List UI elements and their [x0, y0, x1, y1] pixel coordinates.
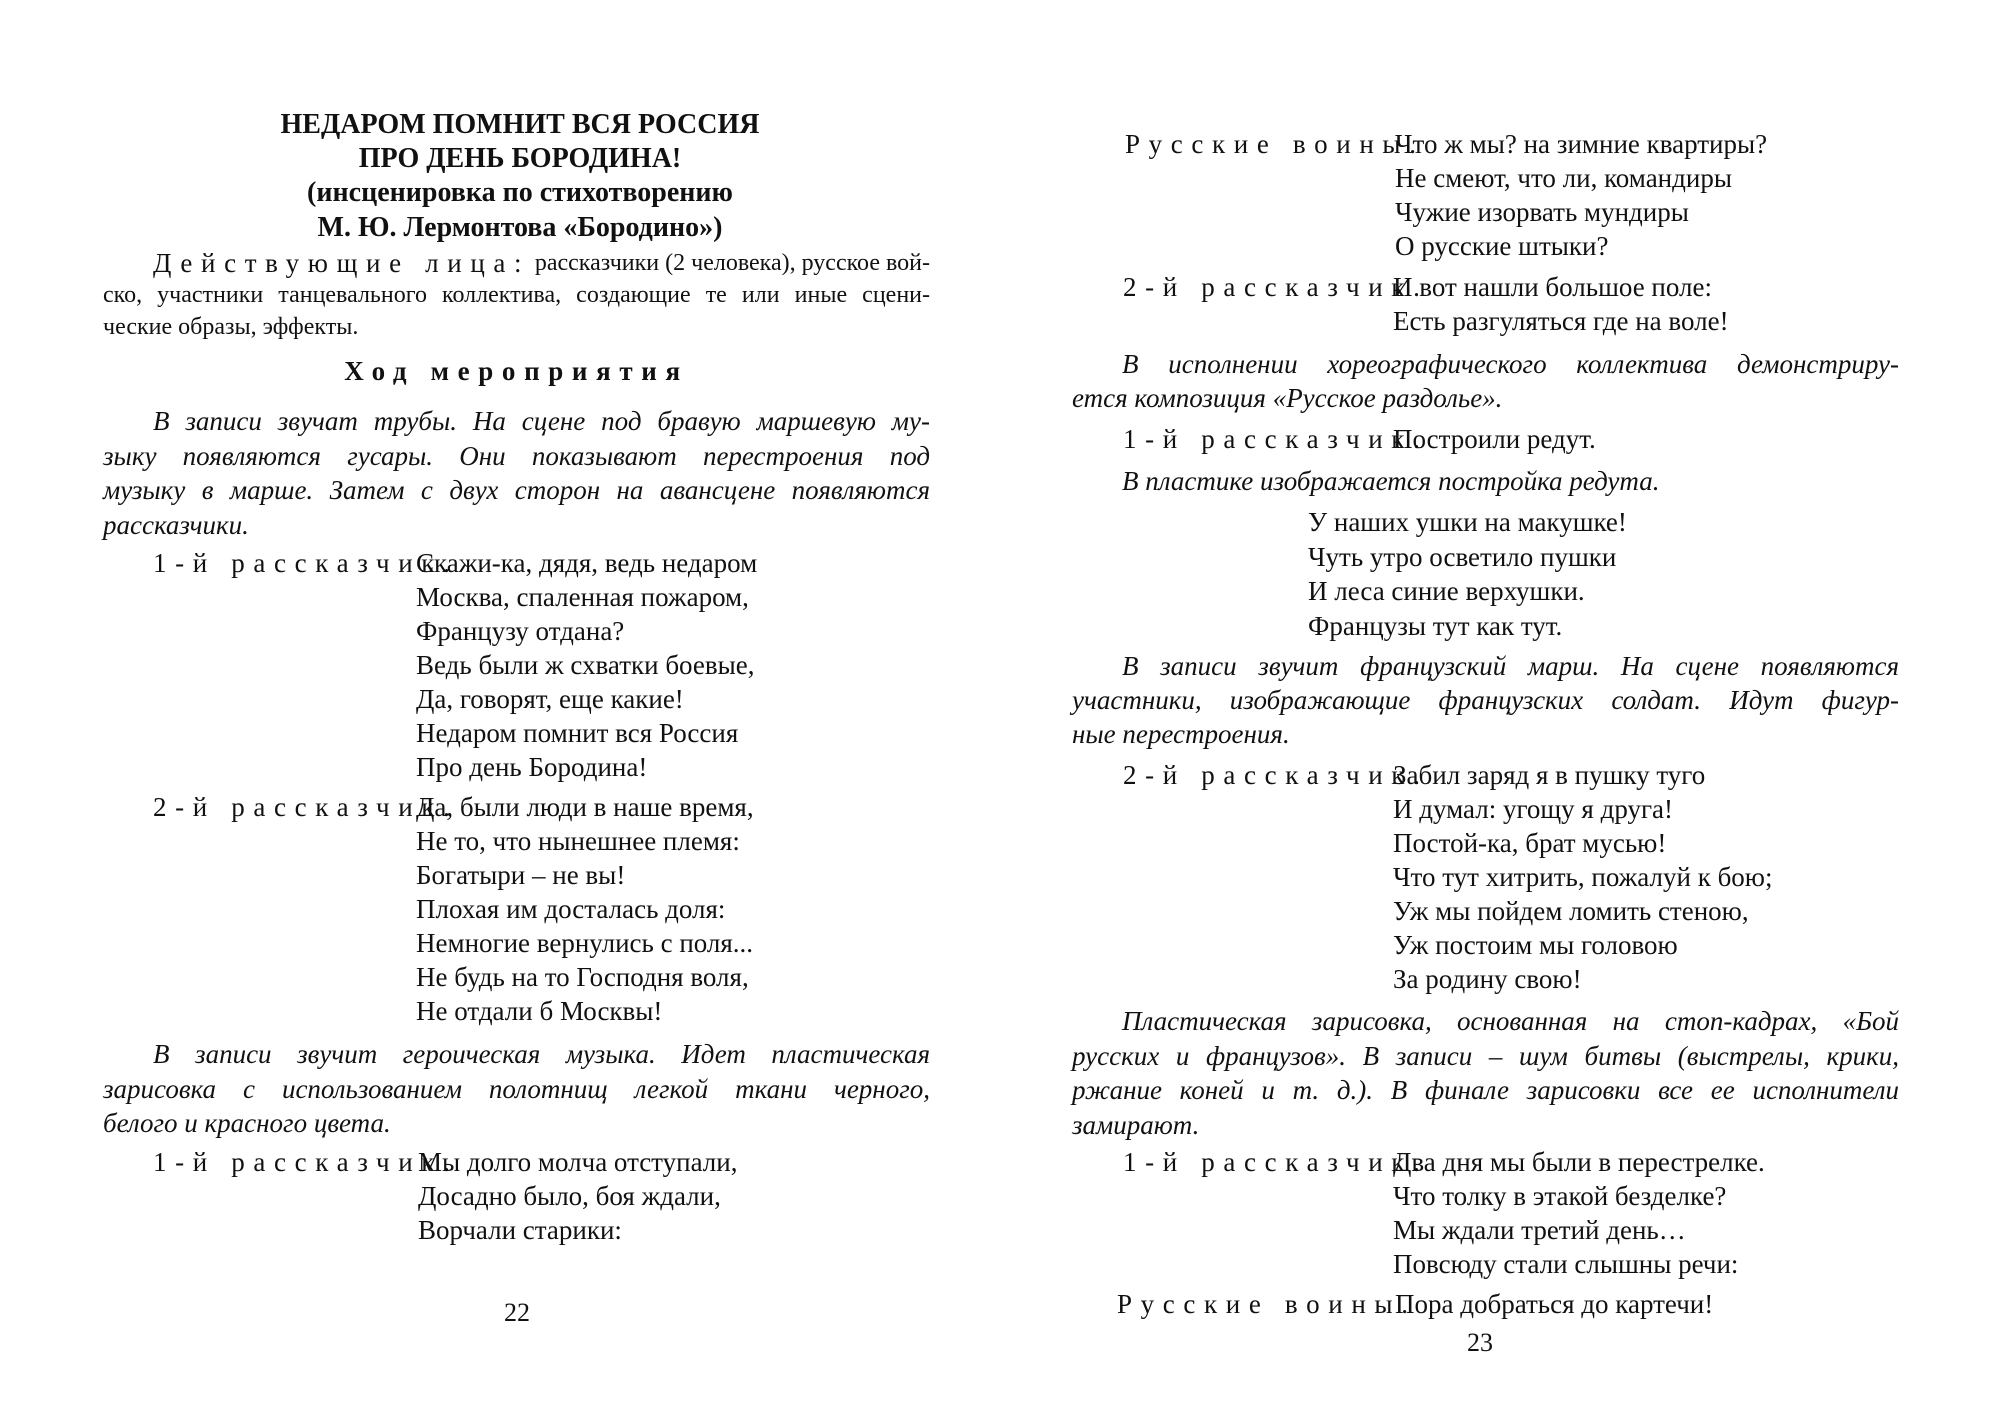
speaker-label: 2-й рассказчик. — [1123, 272, 1429, 302]
verse-line: Плохая им досталась доля: — [416, 894, 726, 924]
cast-text: рассказчики (2 человека), русское вой- — [534, 250, 930, 276]
verse-line: Да, говорят, еще какие! — [416, 684, 684, 714]
right-page — [1000, 0, 2000, 1424]
cast-label: Действующие лица: — [153, 248, 531, 278]
verse-line: Недаром помнит вся Россия — [416, 718, 739, 748]
title-line: М. Ю. Лермонтова «Бородино») — [317, 212, 723, 243]
verse-line: Не отдали б Москвы! — [416, 996, 663, 1026]
verse-line: Что тут хитрить, пожалуй к бою; — [1393, 862, 1773, 892]
verse-line: Не будь на то Господня воля, — [416, 962, 749, 992]
stage-direction-line: В исполнении хореографического коллектива демонстриру- — [1122, 349, 1899, 379]
stage-direction-line: ржание коней и т. д.). В финале зарисовки все ее исполнители — [1072, 1075, 1899, 1105]
title-line: ПРО ДЕНЬ БОРОДИНА! — [358, 143, 682, 174]
verse-line: Построили редут. — [1393, 424, 1596, 454]
verse-line: Богатыри – не вы! — [416, 860, 626, 890]
verse-line: Скажи-ка, дядя, ведь недаром — [416, 548, 758, 578]
verse-line: Два дня мы были в перестрелке. — [1393, 1147, 1765, 1177]
verse-line: Мы ждали третий день… — [1393, 1215, 1686, 1245]
stage-direction-line: замирают. — [1072, 1109, 1200, 1140]
verse-line: У наших ушки на макушке! — [1308, 507, 1627, 537]
stage-direction-line: Пластическая зарисовка, основанная на стоп-кадрах, «Бой — [1122, 1006, 1899, 1036]
stage-direction-line: В записи звучат трубы. На сцене под бравую маршевую му- — [153, 406, 930, 436]
verse-line: Ворчали старики: — [418, 1215, 622, 1245]
stage-direction-line: ные перестроения. — [1072, 719, 1290, 749]
stage-direction-line: участники, изображающие французских солдат. Идут фигур- — [1072, 685, 1899, 715]
speaker-label: 1-й рассказчик. — [153, 548, 459, 578]
stage-direction-line: В записи звучит французский марш. На сцене появляются — [1122, 651, 1899, 681]
verse-line: Немногие вернулись с поля... — [416, 928, 754, 958]
stage-direction-line: зарисовка с использованием полотнищ легкой ткани черного, — [103, 1073, 930, 1104]
verse-line: Забил заряд я в пушку туго — [1393, 760, 1706, 790]
speaker-label: 2-й рассказчик. — [1123, 760, 1429, 790]
speaker-label: 1-й рассказчик. — [1123, 1147, 1429, 1177]
verse-line: Москва, спаленная пожаром, — [416, 582, 749, 612]
speaker-label: 1-й рассказчик. — [1123, 424, 1429, 454]
verse-line: О русские штыки? — [1395, 231, 1609, 261]
stage-direction-line: русских и французов». В записи – шум битвы (выстрелы, крики, — [1072, 1040, 1899, 1071]
cast-text: ческие образы, эффекты. — [103, 314, 359, 340]
stage-direction-line: ется композиция «Русское раздолье». — [1072, 383, 1503, 413]
verse-line: За родину свою! — [1393, 964, 1582, 994]
verse-line: И вот нашли большое поле: — [1393, 272, 1712, 302]
verse-line: Чужие изорвать мундиры — [1395, 197, 1689, 227]
page-number: 23 — [1467, 1328, 1493, 1357]
verse-line: Ведь были ж схватки боевые, — [416, 650, 755, 680]
verse-line: Досадно было, боя ждали, — [418, 1181, 721, 1211]
stage-direction-line: рассказчики. — [103, 509, 249, 540]
stage-direction-line: белого и красного цвета. — [103, 1108, 391, 1138]
speaker-label: Русские воины. — [1117, 1289, 1417, 1319]
speaker-label: 2-й рассказчик. — [153, 792, 459, 822]
verse-line: Что ж мы? на зимние квартиры? — [1395, 129, 1768, 159]
verse-line: Есть разгуляться где на воле! — [1393, 306, 1729, 336]
title-line: (инсценировка по стихотворению — [307, 177, 733, 208]
speaker-label: 1-й рассказчик. — [153, 1147, 459, 1177]
verse-line: И думал: угощу я друга! — [1393, 794, 1674, 824]
verse-line: Не смеют, что ли, командиры — [1395, 163, 1732, 193]
stage-direction-line: В записи звучит героическая музыка. Идет пластическая — [153, 1039, 930, 1069]
title-line: НЕДАРОМ ПОМНИТ ВСЯ РОССИЯ — [280, 109, 760, 140]
verse-line: Постой-ка, брат мусью! — [1393, 828, 1667, 858]
verse-line: Повсюду стали слышны речи: — [1393, 1249, 1739, 1279]
verse-line: Пора добраться до картечи! — [1395, 1289, 1714, 1319]
verse-line: Про день Бородина! — [416, 752, 648, 782]
verse-line: Уж мы пойдем ломить стеною, — [1393, 896, 1749, 926]
verse-line: Уж постоим мы головою — [1393, 930, 1678, 960]
speaker-label: Русские воины. — [1125, 129, 1425, 159]
verse-line: Не то, что нынешнее племя: — [416, 826, 740, 856]
cast-text: ско, участники танцевального коллектива, создающие те или иные сцени- — [103, 282, 930, 308]
page-number: 22 — [504, 1298, 530, 1327]
section-heading: Ход мероприятия — [344, 356, 689, 386]
verse-line: Да, были люди в наше время, — [416, 792, 754, 822]
stage-direction-line: музыку в марше. Затем с двух сторон на авансцене появляются — [103, 475, 930, 505]
verse-line: Чуть утро осветило пушки — [1308, 541, 1617, 572]
verse-line: Французы тут как тут. — [1308, 610, 1563, 641]
stage-direction-line: зыку появляются гусары. Они показывают перестроения под — [103, 440, 930, 471]
verse-line: Что толку в этакой безделке? — [1393, 1181, 1727, 1211]
verse-line: Французу отдана? — [416, 616, 625, 646]
verse-line: Мы долго молча отступали, — [418, 1147, 738, 1177]
stage-direction-line: В пластике изображается постройка редута. — [1122, 466, 1660, 496]
verse-line: И леса синие верхушки. — [1308, 576, 1585, 606]
